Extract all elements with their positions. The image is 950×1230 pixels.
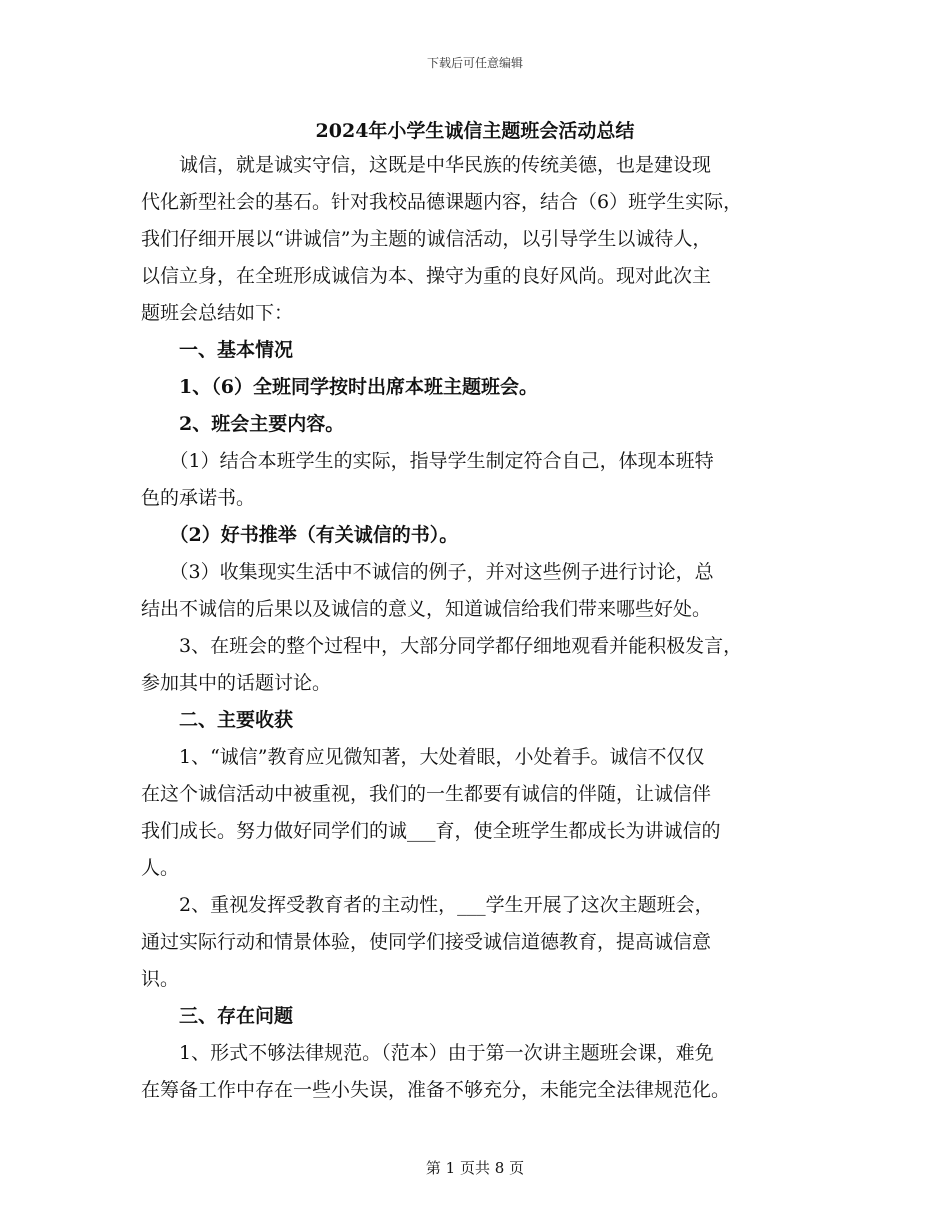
content-item-3: （3）收集现实生活中不诚信的例子，并对这些例子进行讨论，总 结出不诚信的后果以及诚信的意义，知道诚信给我们带来哪些好处。 xyxy=(141,561,714,620)
section-heading-basic-situation: 一、基本情况 xyxy=(179,339,294,361)
gains-item-2: 2、重视发挥受教育者的主动性，___学生开展了这次主题班会， 通过实际行动和情景体验，使同学们接受诚信道德教育，提高诚信意 识。 xyxy=(141,894,714,990)
content-item-2: （2）好书推举（有关诚信的书）。 xyxy=(169,524,459,546)
problems-item-1: 1、形式不够法律规范。（范本）由于第一次讲主题班会课，难免 在筹备工作中存在一些小失误，准备不够充分，未能完全法律规范化。 xyxy=(141,1042,731,1101)
basic-item-2: 2、班会主要内容。 xyxy=(179,413,345,435)
document-body xyxy=(141,147,817,1109)
page-header-note: 下载后可任意编辑 xyxy=(426,56,523,70)
document-title: 2024年小学生诚信主题班会活动总结 xyxy=(315,120,635,142)
gains-item-1: 1、“诚信”教育应见微知著，大处着眼，小处着手。诚信不仅仅 在这个诚信活动中被重视，我们的一生都要有诚信的伴随，让诚信伴 我们成长。努力做好同学们的诚___育，使全班学生都成长为讲诚信的 人。 xyxy=(141,746,721,879)
section-heading-problems: 三、存在问题 xyxy=(179,1005,294,1027)
section-heading-main-gains: 二、主要收获 xyxy=(179,709,294,731)
content-item-1: （1）结合本班学生的实际，指导学生制定符合自己，体现本班特 色的承诺书。 xyxy=(141,450,714,509)
basic-item-3: 3、在班会的整个过程中，大部分同学都仔细地观看并能积极发言， 参加其中的话题讨论。 xyxy=(141,635,743,694)
intro-paragraph: 诚信，就是诚实守信，这既是中华民族的传统美德，也是建设现 代化新型社会的基石。针对我校品德课题内容，结合（6）班学生实际， 我们仔细开展以“讲诚信”为主题的诚信活动，以引导学生以诚待人， 以信立身，在全班形成诚信为本、操守为重的良好风尚。现对此次主 题班会总结如下： xyxy=(141,154,743,324)
basic-item-1: 1、（6）全班同学按时出席本班主题班会。 xyxy=(179,376,538,398)
page-number: 第 1 页共 8 页 xyxy=(425,1159,525,1177)
